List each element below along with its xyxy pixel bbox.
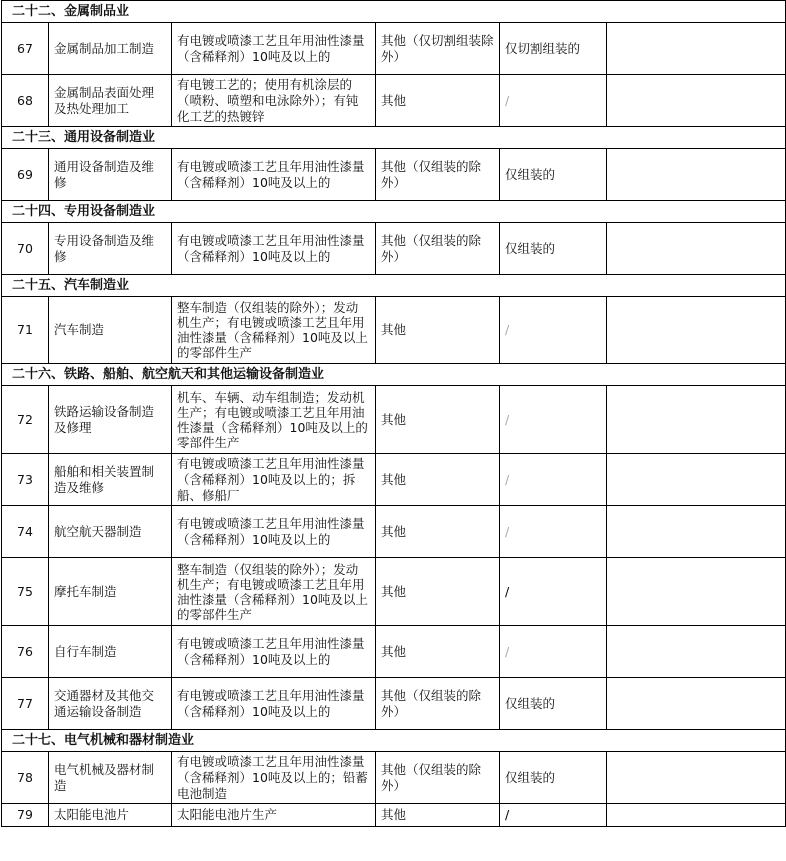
row-number: 71	[2, 297, 49, 364]
category-cell: 其他	[376, 506, 500, 558]
exemption-cell: /	[500, 804, 607, 827]
exemption-cell: 仅组装的	[500, 752, 607, 804]
industry-cell: 太阳能电池片	[49, 804, 172, 827]
description-cell: 整车制造（仅组装的除外）；发动机生产；有电镀或喷漆工艺且年用油性漆量（含稀释剂）10吨及以上的零部件生产	[172, 558, 376, 626]
section-header-row	[2, 364, 786, 386]
description-cell: 有电镀或喷漆工艺且年用油性漆量（含稀释剂）10吨及以上的	[172, 223, 376, 275]
table-row	[2, 558, 786, 626]
blank-cell	[607, 75, 786, 127]
table-row	[2, 223, 786, 275]
section-title: 二十二、金属制品业	[2, 1, 786, 23]
section-title: 二十七、电气机械和器材制造业	[2, 730, 786, 752]
exemption-cell: /	[500, 386, 607, 454]
description-cell: 整车制造（仅组装的除外）；发动机生产；有电镀或喷漆工艺且年用油性漆量（含稀释剂）10吨及以上的零部件生产	[172, 297, 376, 364]
description-cell: 有电镀或喷漆工艺且年用油性漆量（含稀释剂）10吨及以上的	[172, 678, 376, 730]
section-title: 二十四、专用设备制造业	[2, 201, 786, 223]
description-cell: 有电镀工艺的；使用有机涂层的（喷粉、喷塑和电泳除外）；有钝化工艺的热镀锌	[172, 75, 376, 127]
table-row	[2, 75, 786, 127]
blank-cell	[607, 454, 786, 506]
table-row	[2, 454, 786, 506]
table-row	[2, 804, 786, 827]
industry-cell: 航空航天器制造	[49, 506, 172, 558]
category-cell: 其他	[376, 386, 500, 454]
industry-cell: 专用设备制造及维修	[49, 223, 172, 275]
row-number: 72	[2, 386, 49, 454]
category-cell: 其他（仅组装的除外）	[376, 223, 500, 275]
table-row	[2, 386, 786, 454]
blank-cell	[607, 804, 786, 827]
description-cell: 有电镀或喷漆工艺且年用油性漆量（含稀释剂）10吨及以上的；铅蓄电池制造	[172, 752, 376, 804]
blank-cell	[607, 386, 786, 454]
category-cell: 其他	[376, 454, 500, 506]
blank-cell	[607, 506, 786, 558]
section-header-row	[2, 275, 786, 297]
industry-cell: 铁路运输设备制造及修理	[49, 386, 172, 454]
industry-cell: 电气机械及器材制造	[49, 752, 172, 804]
section-title: 二十三、通用设备制造业	[2, 127, 786, 149]
section-header-row	[2, 127, 786, 149]
row-number: 74	[2, 506, 49, 558]
table-row	[2, 297, 786, 364]
category-cell: 其他	[376, 75, 500, 127]
section-header-row	[2, 1, 786, 23]
exemption-cell: /	[500, 454, 607, 506]
exemption-cell: 仅组装的	[500, 223, 607, 275]
row-number: 67	[2, 23, 49, 75]
industry-cell: 船舶和相关装置制造及维修	[49, 454, 172, 506]
industry-cell: 金属制品加工制造	[49, 23, 172, 75]
exemption-cell: 仅切割组装的	[500, 23, 607, 75]
table-row	[2, 752, 786, 804]
category-cell: 其他（仅组装的除外）	[376, 678, 500, 730]
row-number: 70	[2, 223, 49, 275]
blank-cell	[607, 626, 786, 678]
table-row	[2, 678, 786, 730]
industry-cell: 摩托车制造	[49, 558, 172, 626]
table-row	[2, 506, 786, 558]
exemption-cell: 仅组装的	[500, 678, 607, 730]
table-row	[2, 149, 786, 201]
exemption-cell: /	[500, 558, 607, 626]
category-cell: 其他（仅组装的除外）	[376, 752, 500, 804]
exemption-cell: /	[500, 626, 607, 678]
industry-cell: 金属制品表面处理及热处理加工	[49, 75, 172, 127]
category-cell: 其他	[376, 626, 500, 678]
blank-cell	[607, 752, 786, 804]
blank-cell	[607, 678, 786, 730]
row-number: 79	[2, 804, 49, 827]
category-cell: 其他（仅组装的除外）	[376, 149, 500, 201]
section-title: 二十五、汽车制造业	[2, 275, 786, 297]
row-number: 73	[2, 454, 49, 506]
row-number: 68	[2, 75, 49, 127]
exemption-cell: 仅组装的	[500, 149, 607, 201]
row-number: 69	[2, 149, 49, 201]
description-cell: 机车、车辆、动车组制造；发动机生产；有电镀或喷漆工艺且年用油性漆量（含稀释剂）10吨及以上的零部件生产	[172, 386, 376, 454]
blank-cell	[607, 223, 786, 275]
blank-cell	[607, 149, 786, 201]
table-row	[2, 23, 786, 75]
description-cell: 有电镀或喷漆工艺且年用油性漆量（含稀释剂）10吨及以上的	[172, 626, 376, 678]
blank-cell	[607, 23, 786, 75]
exemption-cell: /	[500, 506, 607, 558]
row-number: 75	[2, 558, 49, 626]
industry-classification-table	[1, 0, 786, 827]
row-number: 76	[2, 626, 49, 678]
row-number: 77	[2, 678, 49, 730]
description-cell: 有电镀或喷漆工艺且年用油性漆量（含稀释剂）10吨及以上的；拆船、修船厂	[172, 454, 376, 506]
description-cell: 有电镀或喷漆工艺且年用油性漆量（含稀释剂）10吨及以上的	[172, 506, 376, 558]
section-header-row	[2, 201, 786, 223]
industry-cell: 交通器材及其他交通运输设备制造	[49, 678, 172, 730]
blank-cell	[607, 297, 786, 364]
table-row	[2, 626, 786, 678]
exemption-cell: /	[500, 75, 607, 127]
industry-cell: 通用设备制造及维修	[49, 149, 172, 201]
exemption-cell: /	[500, 297, 607, 364]
section-title: 二十六、铁路、船舶、航空航天和其他运输设备制造业	[2, 364, 786, 386]
row-number: 78	[2, 752, 49, 804]
section-header-row	[2, 730, 786, 752]
description-cell: 太阳能电池片生产	[172, 804, 376, 827]
industry-cell: 汽车制造	[49, 297, 172, 364]
description-cell: 有电镀或喷漆工艺且年用油性漆量（含稀释剂）10吨及以上的	[172, 23, 376, 75]
description-cell: 有电镀或喷漆工艺且年用油性漆量（含稀释剂）10吨及以上的	[172, 149, 376, 201]
industry-cell: 自行车制造	[49, 626, 172, 678]
category-cell: 其他	[376, 804, 500, 827]
blank-cell	[607, 558, 786, 626]
category-cell: 其他（仅切割组装除外）	[376, 23, 500, 75]
category-cell: 其他	[376, 558, 500, 626]
category-cell: 其他	[376, 297, 500, 364]
